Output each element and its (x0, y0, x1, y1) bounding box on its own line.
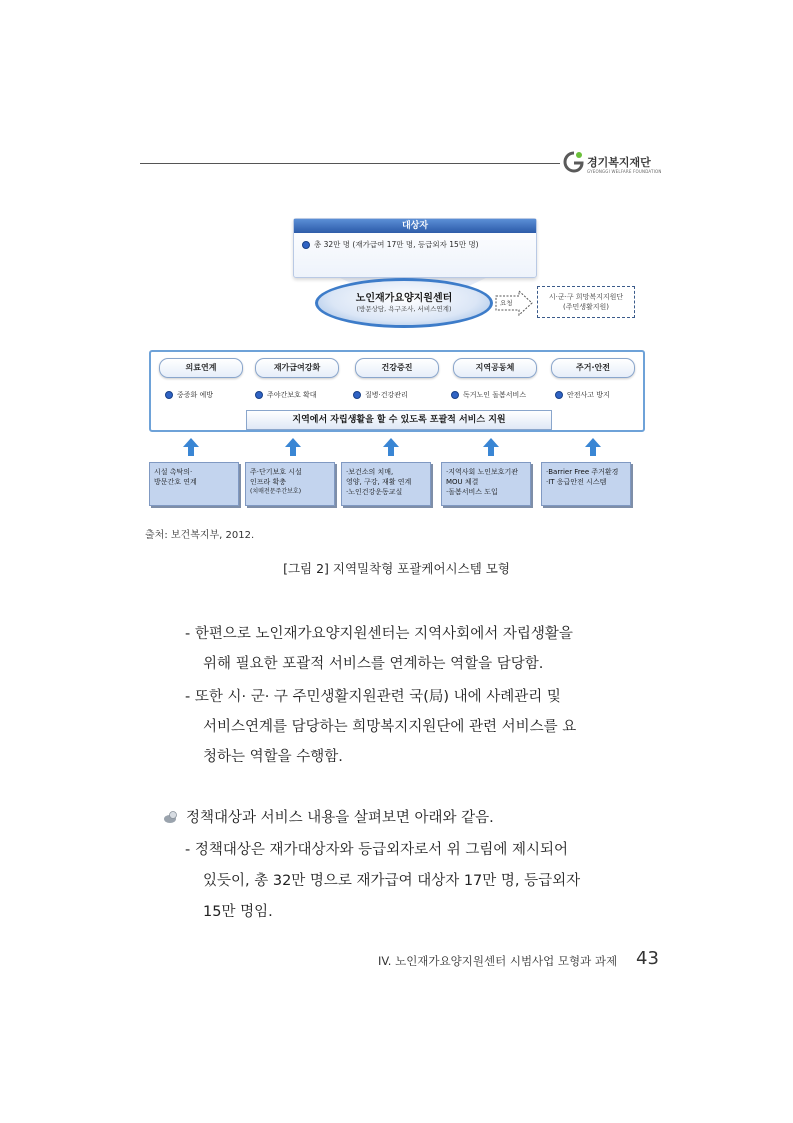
category-item (353, 390, 408, 400)
up-arrow-icon (183, 438, 199, 456)
support-line: 영양, 구강, 재활 연계 (346, 478, 412, 486)
category-item-label: 주야간보호 확대 (267, 391, 317, 399)
support-box (341, 462, 431, 506)
target-box (293, 218, 537, 278)
category-item-label: 독거노인 돌봄서비스 (463, 391, 527, 399)
support-box (245, 462, 335, 506)
paragraph-line: 서비스연계를 담당하는 희망복지지원단에 관련 서비스를 요 (203, 719, 577, 735)
support-line: (치매전문주간보호) (250, 488, 302, 495)
support-line: 시설 촉탁의· (154, 468, 193, 476)
section-heading: 정책대상과 서비스 내용을 살펴보면 아래와 같음. (186, 810, 494, 826)
center-subtitle: (방문상담, 욕구조사, 서비스연계) (356, 305, 452, 313)
hope-line-2: (주민생활지원) (562, 303, 610, 311)
paragraph-line: 15만 명임. (203, 904, 273, 920)
category-home-care: 재가급여강화 (255, 358, 339, 378)
care-system-diagram (145, 210, 645, 520)
support-line: ·돌봄서비스 도입 (446, 488, 498, 496)
support-line: ·노인건강운동교실 (346, 488, 403, 496)
bullet-dot-icon (451, 391, 459, 399)
category-item-label: 중증화 예방 (177, 391, 214, 399)
support-box (441, 462, 531, 506)
target-text-label: 총 32만 명 (재가급여 17만 명, 등급외자 15만 명) (314, 240, 479, 249)
center-ellipse (315, 278, 493, 328)
section-bullet-icon (163, 810, 179, 824)
category-community: 지역공동체 (453, 358, 537, 378)
request-label: 요청 (500, 299, 513, 307)
support-box (541, 462, 631, 506)
header-org-subtitle: GYEONGGI WELFARE FOUNDATION (587, 169, 662, 174)
category-health: 건강증진 (355, 358, 439, 378)
service-box (149, 350, 645, 432)
paragraph-line: 청하는 역할을 수행함. (203, 749, 343, 765)
support-line: MOU 체결 (446, 478, 479, 486)
category-housing-safety: 주거·안전 (551, 358, 635, 378)
target-text (302, 239, 479, 250)
hope-welfare-box (537, 286, 635, 318)
paragraph-line: - 한편으로 노인재가요양지원센터는 지역사회에서 자립생활을 (185, 626, 573, 642)
service-band: 지역에서 자립생활을 할 수 있도록 포괄적 서비스 지원 (246, 410, 552, 430)
support-line: ·Barrier Free 주거환경 (546, 468, 619, 476)
paragraph-line: - 또한 시· 군· 구 주민생활지원관련 국(局) 내에 사례관리 및 (185, 689, 561, 705)
support-line: 방문간호 연계 (154, 478, 197, 486)
support-line: ·보건소의 치매, (346, 468, 394, 476)
category-item (255, 390, 317, 400)
category-item-label: 안전사고 방지 (567, 391, 610, 399)
category-item-label: 질병·건강관리 (365, 391, 408, 399)
page-number: 43 (636, 948, 659, 969)
category-item (165, 390, 213, 400)
bullet-dot-icon (165, 391, 173, 399)
support-box (149, 462, 239, 506)
target-title: 대상자 (294, 219, 536, 233)
bullet-dot-icon (353, 391, 361, 399)
category-item (555, 390, 610, 400)
up-arrow-icon (585, 438, 601, 456)
category-medical: 의료연계 (159, 358, 243, 378)
hope-line-1: 시·군·구 희망복지지원단 (548, 293, 624, 301)
support-line: ·지역사회 노인보호기관 (446, 468, 519, 476)
up-arrow-icon (483, 438, 499, 456)
bullet-dot-icon (302, 241, 310, 249)
up-arrow-icon (285, 438, 301, 456)
foundation-logo-icon (563, 150, 585, 174)
paragraph-line: - 정책대상은 재가대상자와 등급외자로서 위 그림에 제시되어 (185, 842, 569, 858)
bullet-dot-icon (555, 391, 563, 399)
footer-chapter: IV. 노인재가요양지원센터 시범사업 모형과 과제 (378, 954, 618, 968)
header-org-name: 경기복지재단 (587, 156, 651, 169)
header-rule (140, 163, 560, 164)
support-line: 주·단기보호 시설 (250, 468, 302, 476)
paragraph-line: 위해 필요한 포괄적 서비스를 연계하는 역할을 담당함. (203, 656, 544, 672)
paragraph-line: 있듯이, 총 32만 명으로 재가급여 대상자 17만 명, 등급외자 (203, 873, 581, 889)
header-logo (563, 148, 673, 180)
support-line: ·IT 응급안전 시스템 (546, 478, 607, 486)
support-line: 인프라 확충 (250, 478, 287, 486)
up-arrow-icon (383, 438, 399, 456)
figure-caption: [그림 2] 지역밀착형 포괄케어시스템 모형 (283, 561, 510, 576)
center-title: 노인재가요양지원센터 (355, 293, 453, 304)
category-item (451, 390, 526, 400)
bullet-dot-icon (255, 391, 263, 399)
figure-source: 출처: 보건복지부, 2012. (145, 530, 255, 541)
